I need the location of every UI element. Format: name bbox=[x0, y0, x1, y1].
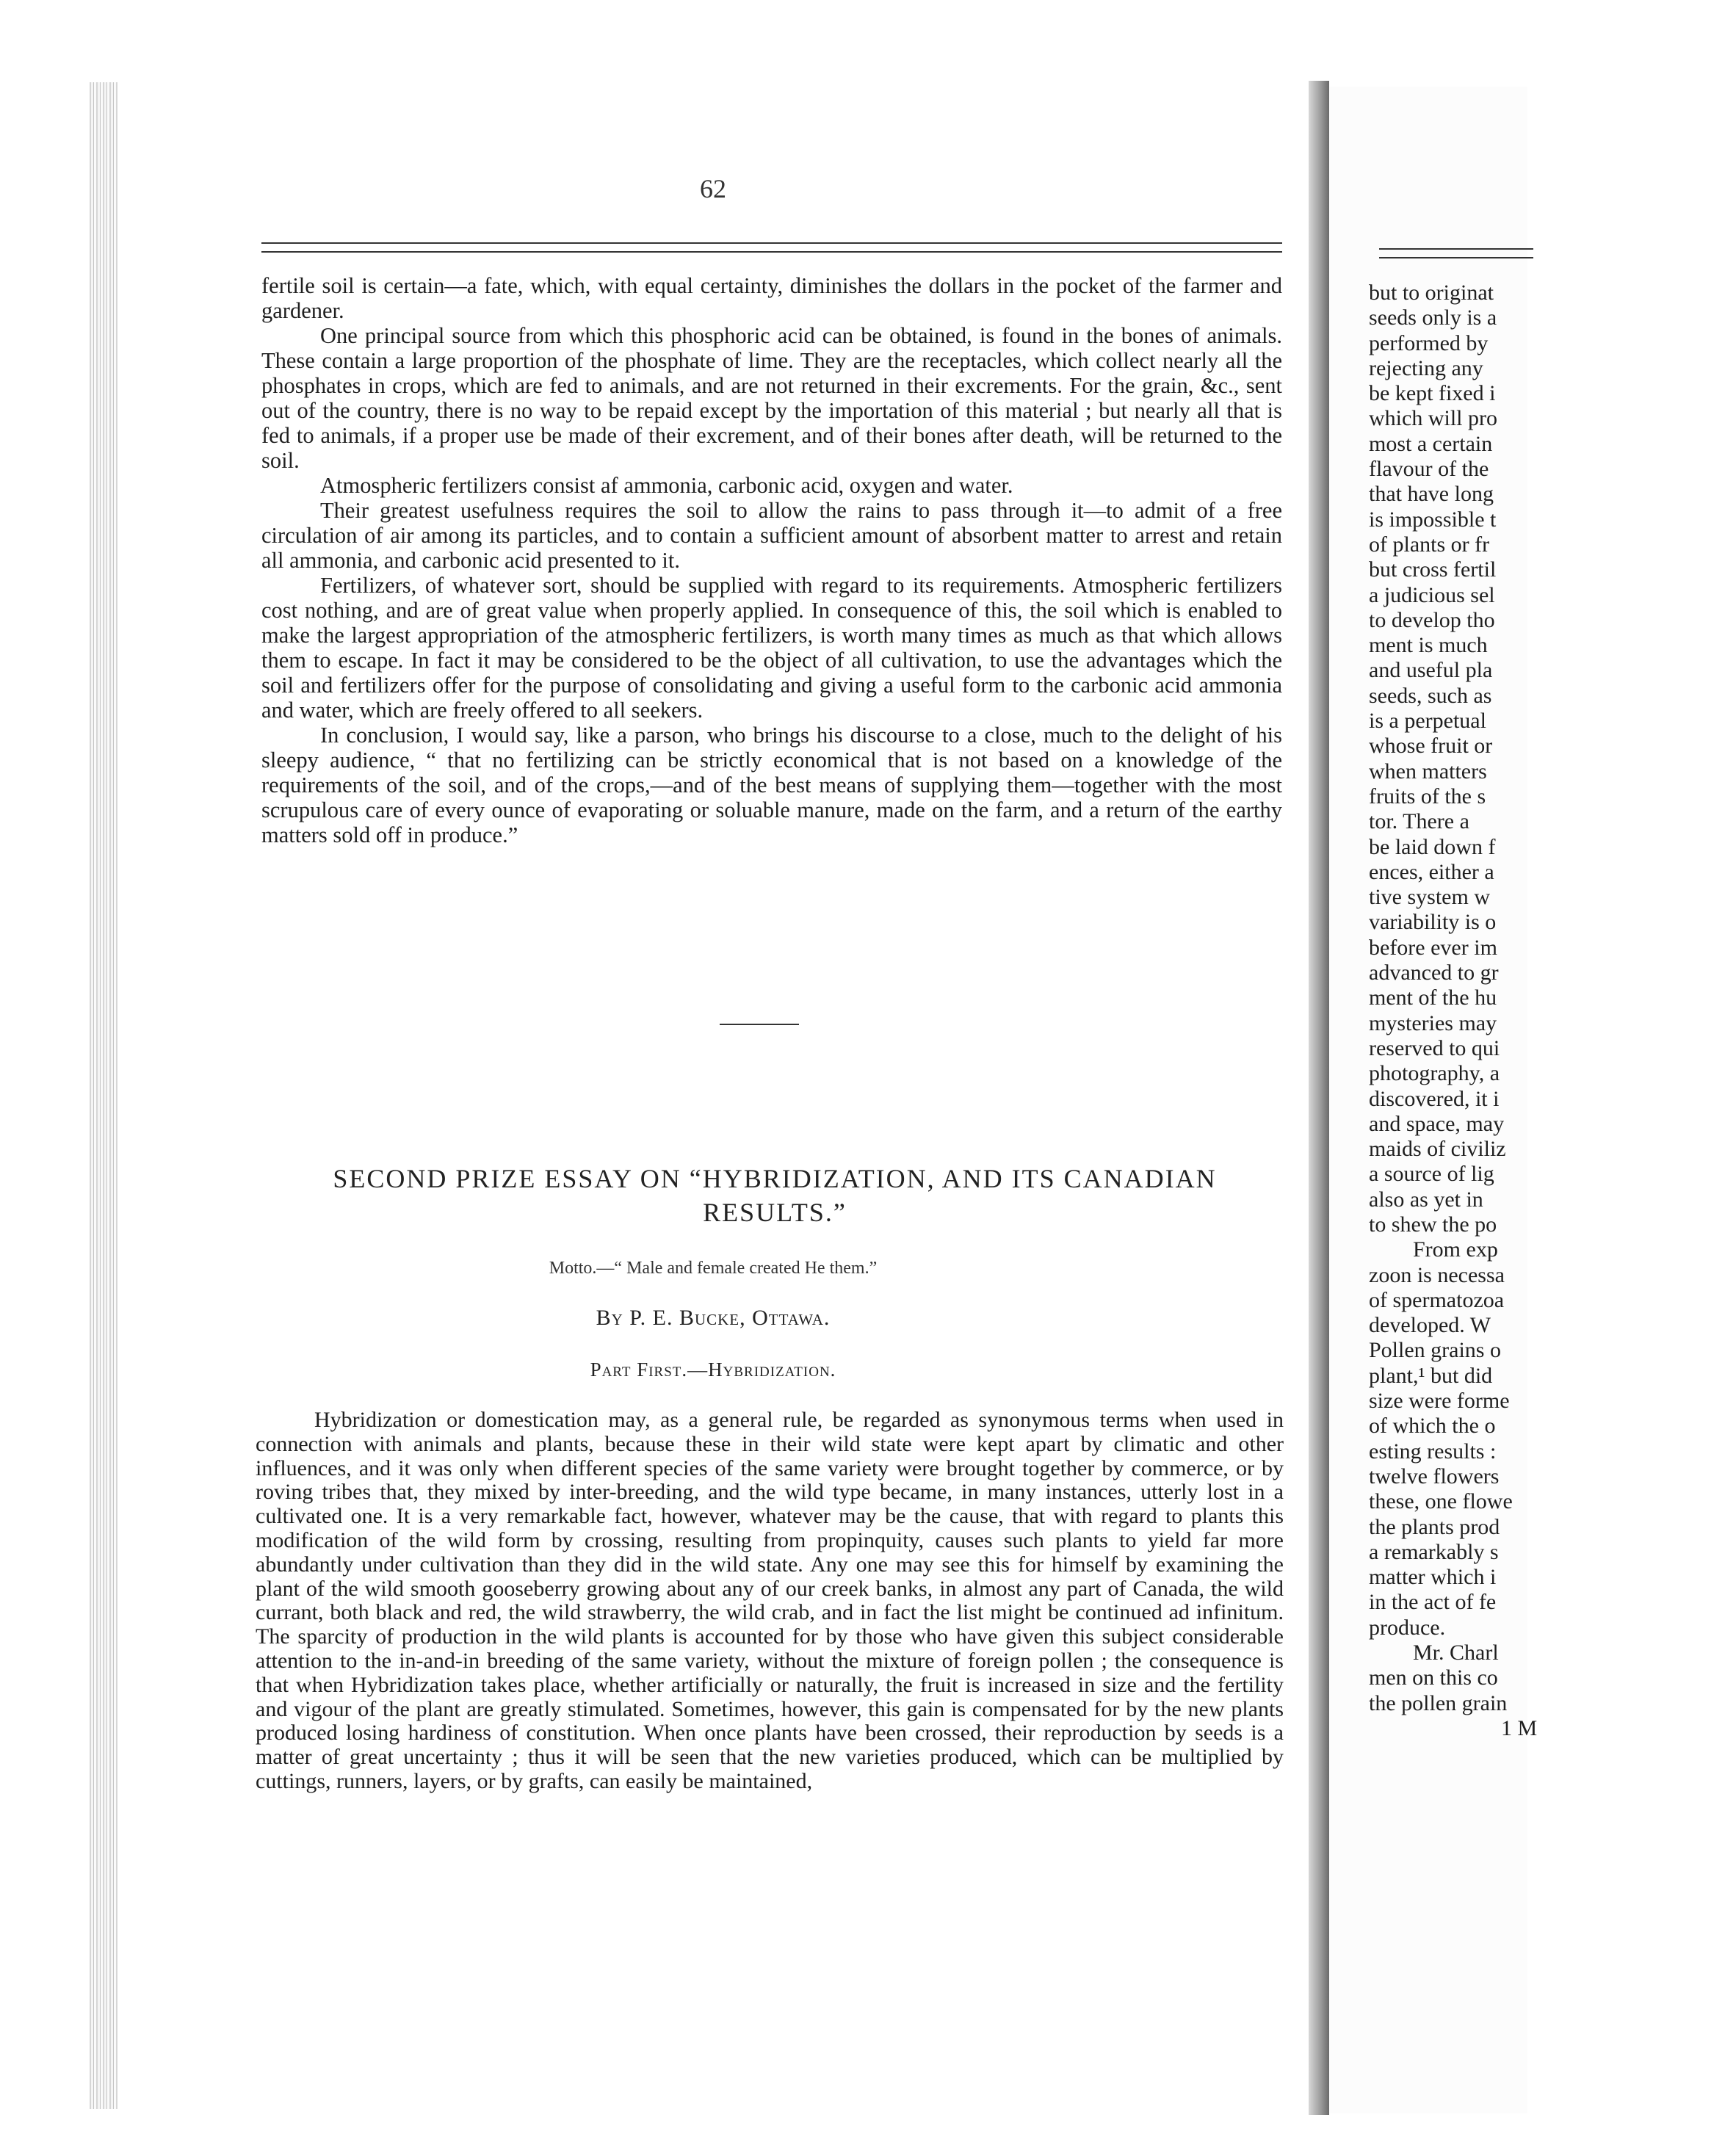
right-page-line: zoon is necessa bbox=[1369, 1262, 1505, 1287]
essay-title-line-1: SECOND PRIZE ESSAY ON “HYBRIDIZATION, AND ITS CANADIAN bbox=[333, 1164, 1217, 1193]
right-page-line: that have long bbox=[1369, 482, 1494, 507]
essay-byline: By P. E. Bucke, Ottawa. bbox=[596, 1306, 831, 1330]
right-page-fragment bbox=[1329, 87, 1538, 2113]
paragraph-1: fertile soil is certain—a fate, which, with equal certainty, diminishes the dollars in the pocket of the farmer and gardener. bbox=[261, 273, 1282, 323]
right-page-line: seeds, such as bbox=[1369, 683, 1492, 708]
right-page-line: of plants or fr bbox=[1369, 532, 1490, 557]
essay-text-block bbox=[256, 1408, 1284, 1794]
right-page-line: plant,¹ but did bbox=[1369, 1363, 1493, 1388]
essay-title bbox=[235, 1162, 1314, 1229]
right-page-lines bbox=[1369, 281, 1736, 1741]
right-page-line: developed. W bbox=[1369, 1313, 1491, 1338]
right-page-line: fruits of the s bbox=[1369, 784, 1486, 808]
section-separator bbox=[720, 1024, 799, 1025]
book-spine bbox=[1309, 81, 1329, 2115]
right-page-line: be laid down f bbox=[1369, 834, 1496, 859]
essay-part-heading: Part First.—Hybridization. bbox=[590, 1359, 836, 1381]
right-page-line: performed by bbox=[1369, 330, 1489, 355]
right-page-line: ment of the hu bbox=[1369, 985, 1497, 1010]
right-header-rule bbox=[1379, 248, 1533, 258]
right-page-line: reserved to qui bbox=[1369, 1035, 1500, 1060]
right-page-line: and useful pla bbox=[1369, 658, 1493, 683]
right-page-line: a remarkably s bbox=[1369, 1539, 1499, 1564]
right-page-line: when matters bbox=[1369, 759, 1487, 784]
page-number: 62 bbox=[700, 174, 726, 203]
right-page-line: Mr. Charl bbox=[1413, 1640, 1499, 1665]
right-page-line: also as yet in bbox=[1369, 1187, 1483, 1212]
right-page-line: of which the o bbox=[1369, 1414, 1496, 1439]
right-page-line: whose fruit or bbox=[1369, 734, 1493, 759]
right-page-line: before ever im bbox=[1369, 935, 1497, 960]
paragraph-6: In conclusion, I would say, like a parson, who brings his discourse to a close, much to the delight of his sleepy audience, “ that no fertilizing can be strictly economical that is not based on a knowledge of the requirements of the soil, and of the crops,—and of the best means of supplying them—together with the most scrupulous care of every ounce of evaporating or soluable manure, made on the farm, and a return of the earthy matters sold off in produce.” bbox=[261, 723, 1282, 847]
right-page-line: which will pro bbox=[1369, 406, 1497, 431]
right-page-line: flavour of the bbox=[1369, 457, 1489, 482]
right-page-line: mysteries may bbox=[1369, 1010, 1497, 1035]
essay-paragraph-1: Hybridization or domestication may, as a general rule, be regarded as synonymous terms when used in connection with animals and plants, because these in their wild state were kept apart by climatic and other influences, and it was only when different species of the same variety were brought together by commerce, or by roving tribes that, they mixed by inter-breeding, and the wild type became, in many instances, utterly lost in a cultivated one. It is a very remarkable fact, however, whatever may be the cause, that with regard to plants this modification of the wild form by crossing, resulting from propinquity, causes such plants to yield far more abundantly under cultivation than they did in the wild state. Any one may see this for himself by examining the plant of the wild smooth gooseberry growing about any of our creek banks, in almost any part of Canada, the wild currant, both black and red, the wild strawberry, the wild crab, and in fact the list might be continued ad infinitum. The sparcity of production in the wild plants is accounted for by those who have given this subject considerable attention to the in-and-in breeding of the same variety, without the mixture of foreign pollen ; the consequence is that when Hybridization takes place, whether artificially or naturally, the fruit is increased in size and the fertility and vigour of the plant are greatly stimulated. Sometimes, however, this gain is compensated for by the new plants produced losing hardiness of constitution. When once plants have been crossed, their reproduction by seeds is a matter of great uncertainty ; thus it will be seen that the new varieties produced, which can be multiplied by cuttings, runners, layers, or by grafts, can easily be maintained, bbox=[256, 1408, 1284, 1793]
right-page-line: be kept fixed i bbox=[1369, 381, 1496, 406]
right-page-line: is a perpetual bbox=[1369, 709, 1486, 734]
right-page-line: matter which i bbox=[1369, 1565, 1497, 1590]
right-page-line: produce. bbox=[1369, 1615, 1446, 1640]
right-page-line: of spermatozoa bbox=[1369, 1287, 1505, 1312]
right-page-line: in the act of fe bbox=[1369, 1590, 1497, 1615]
paragraph-2: One principal source from which this phosphoric acid can be obtained, is found in the bones of animals. These contain a large proportion of the phosphate of lime. They are the receptacles, which collect nearly all the phosphates in crops, which are fed to animals, and are not returned in their excrements. For the grain, &c., sent out of the country, there is no way to be repaid except by the importation of this material ; but nearly all that is fed to animals, if a proper use be made of their excrement, and of their bones after death, will be returned to the soil. bbox=[261, 323, 1282, 473]
paragraph-3: Atmospheric fertilizers consist af ammonia, carbonic acid, oxygen and water. bbox=[320, 473, 1013, 498]
right-page-line: to shew the po bbox=[1369, 1212, 1497, 1237]
right-page-line: to develop tho bbox=[1369, 607, 1495, 632]
essay-title-line-2: RESULTS.” bbox=[703, 1198, 847, 1227]
right-page-line: these, one flowe bbox=[1369, 1489, 1513, 1514]
right-page-line: rejecting any bbox=[1369, 355, 1483, 380]
right-page-line: esting results : bbox=[1369, 1439, 1497, 1464]
right-page-line: most a certain bbox=[1369, 431, 1493, 456]
right-page-line: but to originat bbox=[1369, 281, 1494, 305]
right-page-line: is impossible t bbox=[1369, 507, 1497, 532]
right-page-line: maids of civiliz bbox=[1369, 1137, 1506, 1162]
right-page-line: seeds only is a bbox=[1369, 305, 1497, 330]
essay-motto: Motto.—“ Male and female created He them.” bbox=[549, 1259, 878, 1278]
right-page-line: a judicious sel bbox=[1369, 582, 1495, 607]
right-page-line: 1 M bbox=[1501, 1715, 1538, 1740]
right-page-line: tive system w bbox=[1369, 885, 1490, 910]
right-page-line: Pollen grains o bbox=[1369, 1338, 1501, 1363]
right-page-line: discovered, it i bbox=[1369, 1086, 1500, 1111]
left-page bbox=[117, 79, 1309, 2115]
right-page-line: tor. There a bbox=[1369, 809, 1469, 834]
right-page-line: men on this co bbox=[1369, 1665, 1498, 1690]
right-page-line: advanced to gr bbox=[1369, 961, 1499, 985]
right-page-line: twelve flowers bbox=[1369, 1464, 1500, 1488]
right-page-line: the pollen grain bbox=[1369, 1690, 1508, 1715]
right-page-line: ment is much bbox=[1369, 633, 1488, 658]
right-page-line: size were forme bbox=[1369, 1389, 1510, 1414]
right-page-line: but cross fertil bbox=[1369, 557, 1497, 582]
right-page-line: a source of lig bbox=[1369, 1162, 1494, 1187]
paragraph-5: Fertilizers, of whatever sort, should be supplied with regard to its requirements. Atmospheric fertilizers cost nothing, and are of great value when properly applied. In consequence of this, the soil which is enabled to make the largest appropriation of the atmospheric fertilizers, is worth many times as much as that which allows them to escape. In fact it may be considered to be the object of all cultivation, to use the advantages which the soil and fertilizers offer for the purpose of consolidating and giving a useful form to the carbonic acid ammonia and water, which are freely offered to all seekers. bbox=[261, 573, 1282, 723]
right-page-line: and space, may bbox=[1369, 1111, 1505, 1136]
right-page-line: variability is o bbox=[1369, 910, 1497, 935]
paragraph-4: Their greatest usefulness requires the soil to allow the rains to pass through it—to admit of a free circulation of air among its particles, and to contain a sufficient amount of absorbent matter to arrest and retain all ammonia, and carbonic acid presented to it. bbox=[261, 498, 1282, 573]
right-page-line: From exp bbox=[1413, 1237, 1498, 1262]
right-page-line: the plants prod bbox=[1369, 1514, 1500, 1539]
top-text-block bbox=[261, 273, 1282, 847]
page-edge-stack bbox=[90, 82, 117, 2109]
header-rule bbox=[261, 242, 1282, 253]
right-page-line: ences, either a bbox=[1369, 859, 1494, 884]
right-page-line: photography, a bbox=[1369, 1061, 1500, 1086]
